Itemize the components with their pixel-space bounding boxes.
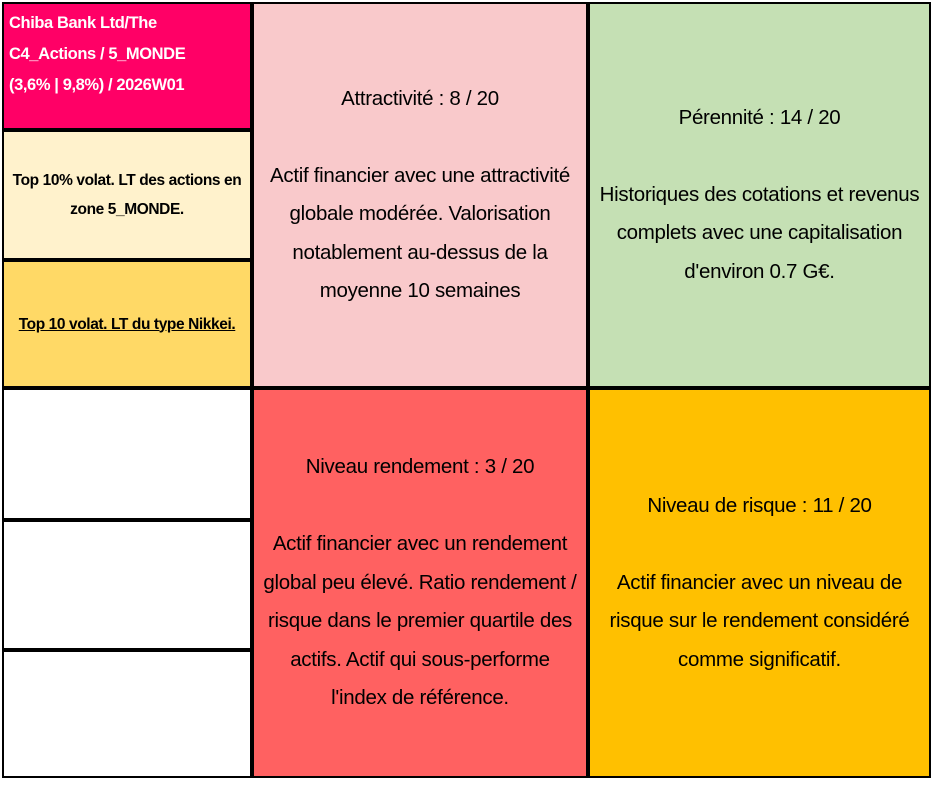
asset-identity-header bbox=[2, 2, 252, 130]
asset-category: C4_Actions / 5_MONDE bbox=[9, 45, 186, 63]
attractivite-description: Actif financier avec une attractivité globale modérée. Valorisation notablement au-dessus de la moyenne 10 semaines bbox=[270, 163, 570, 302]
empty-cell bbox=[2, 388, 252, 520]
bottom-margin bbox=[0, 778, 933, 785]
rendement-title: Niveau rendement : 3 / 20 bbox=[305, 455, 535, 479]
empty-cell bbox=[2, 650, 252, 778]
type-volatility-text: Top 10 volat. LT du type Nikkei. bbox=[18, 315, 236, 333]
perennite-description: Historiques des cotations et revenus complets avec une capitalisation d'environ 0.7 G€. bbox=[599, 182, 920, 283]
perennite-score-card bbox=[588, 2, 931, 388]
attractivite-title: Attractivité : 8 / 20 bbox=[341, 86, 499, 110]
risque-description: Actif financier avec un niveau de risque sur le rendement considéré comme significatif. bbox=[609, 570, 910, 671]
asset-name: Chiba Bank Ltd/The bbox=[9, 14, 157, 32]
risque-title: Niveau de risque : 11 / 20 bbox=[647, 493, 872, 517]
rendement-score-card bbox=[252, 388, 588, 778]
type-volatility-tag bbox=[2, 260, 252, 388]
rendement-description: Actif financier avec un rendement global peu élevé. Ratio rendement / risque dans le premier quartile des actifs. Actif qui sous-performe l'index de référence. bbox=[263, 532, 577, 710]
perennite-title: Pérennité : 14 / 20 bbox=[678, 105, 841, 129]
zone-volatility-text: Top 10% volat. LT des actions en zone 5_MONDE. bbox=[12, 172, 242, 218]
attractivite-score-card bbox=[252, 2, 588, 388]
risque-score-card bbox=[588, 388, 931, 778]
asset-stats-period: (3,6% | 9,8%) / 2026W01 bbox=[9, 76, 185, 94]
empty-cell bbox=[2, 520, 252, 650]
zone-volatility-tag bbox=[2, 130, 252, 260]
